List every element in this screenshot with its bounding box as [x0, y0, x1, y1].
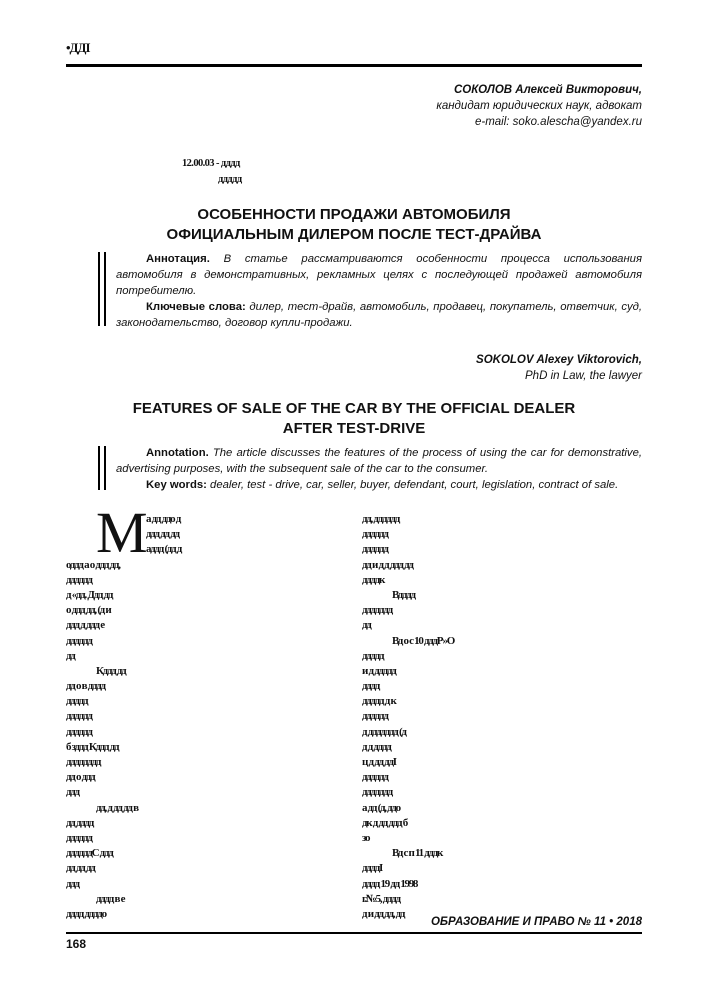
- title-ru-line-2: ОФИЦИАЛЬНЫМ ДИЛЕРОМ ПОСЛЕ ТЕСТ-ДРАЙВА: [166, 226, 542, 243]
- body-line: д «дд. Ддд дд: [66, 588, 113, 601]
- udc-line-2: ддддд: [218, 174, 242, 185]
- journal-footer: ОБРАЗОВАНИЕ И ПРАВО № 11 • 2018: [430, 916, 642, 928]
- keywords-ru-text: дилер, тест-драйв, автомобиль, продавец, покупатель, ответчик, суд, законодательство, договор купли-продажи.: [116, 301, 642, 329]
- section-tag: •ДДІ: [66, 40, 90, 55]
- body-line: оддд а о ддд дд,: [66, 558, 120, 571]
- body-line: дддд: [362, 680, 380, 693]
- page-number: 168: [66, 937, 87, 951]
- body-line: дддддд: [362, 710, 388, 723]
- body-line: дд, д дд дд в: [96, 801, 138, 814]
- body-line: Кддд дд: [96, 664, 126, 677]
- udc-line-1: 12.00.03 - дддд: [182, 158, 240, 169]
- body-line: дддд 19 дд 1998: [362, 877, 418, 890]
- body-line: дд о ддд: [66, 771, 95, 784]
- bottom-rule: [66, 932, 642, 934]
- keywords-en-text: dealer, test - drive, car, seller, buyer, defendant, court, legislation, contract of sale.: [210, 479, 619, 491]
- body-line: ддддд: [66, 695, 88, 708]
- body-line: а дд ддо д: [146, 513, 181, 525]
- article-title-en: [66, 399, 642, 439]
- body-line: д ддддддд (д: [362, 725, 406, 738]
- abstract-en-margin-bars: [98, 446, 106, 490]
- author-degree-ru: кандидат юридических наук, адвокат: [436, 100, 642, 112]
- abstract-en-label: Annotation.: [146, 447, 209, 459]
- body-line: ддд: [66, 877, 79, 890]
- abstract-ru-margin-bars: [98, 252, 106, 326]
- body-line: аддд (дд д: [146, 543, 182, 556]
- body-line: ддддІ: [362, 862, 383, 875]
- author-block-ru: [436, 82, 642, 130]
- body-column-right: [362, 512, 642, 922]
- body-line: дд дд дд: [66, 862, 95, 875]
- body-line: ддд д ддд е: [66, 619, 104, 632]
- body-line: дддддд: [66, 831, 92, 844]
- author-name-en: SOKOLOV Alexey Viktorovich,: [476, 354, 642, 366]
- body-line: дддддд: [362, 528, 388, 541]
- body-line: дддддд: [362, 543, 388, 556]
- body-line: дд, дддддд: [362, 513, 400, 525]
- abstract-ru: [116, 251, 642, 331]
- body-column-left: [66, 512, 326, 922]
- body-line: Вд с п 11 дддк: [392, 847, 443, 860]
- author-degree-en: PhD in Law, the lawyer: [525, 370, 642, 382]
- drop-cap: М: [96, 500, 148, 565]
- body-line: дддддд: [66, 710, 92, 723]
- body-line: Вдддд: [392, 588, 415, 601]
- abstract-ru-label: Аннотация.: [146, 253, 210, 265]
- body-line: дддддд: [362, 771, 388, 784]
- body-line: д и дд дд, дд: [362, 907, 405, 920]
- top-rule: [66, 64, 642, 67]
- keywords-en-label: Key words:: [146, 479, 207, 491]
- body-line: дд и д д ддд дд: [362, 558, 413, 571]
- body-line: а дд (д, ддо: [362, 801, 400, 814]
- body-line: ддддд: [362, 649, 384, 662]
- body-line: г.№5, дддд: [362, 892, 400, 905]
- abstract-en: [116, 445, 642, 493]
- title-ru-line-1: ОСОБЕННОСТИ ПРОДАЖИ АВТОМОБИЛЯ: [197, 206, 511, 223]
- body-line: дк д дд ддд б: [362, 816, 407, 829]
- body-line: дддддддд: [66, 756, 101, 768]
- body-line: Вд о с 10 дддР»О: [392, 634, 454, 647]
- article-title-ru: [66, 205, 642, 245]
- body-line: дддддд: [66, 725, 92, 738]
- abstract-ru-text: В статье рассматриваются особенности процесса использования автомобиля в демонстративных, рекламных целях с последующей продажей автомобиля потребителю.: [116, 253, 642, 297]
- body-line: дддд в е: [96, 892, 125, 905]
- udc-code: [182, 156, 242, 188]
- body-line: дддддд: [66, 573, 92, 586]
- title-en-line-2: AFTER TEST-DRIVE: [282, 420, 426, 437]
- author-email[interactable]: e-mail: soko.alescha@yandex.ru: [474, 116, 642, 128]
- body-line: ддддд д к: [362, 695, 396, 708]
- body-line: дд о в дддд: [66, 680, 105, 693]
- keywords-ru-label: Ключевые слова:: [146, 301, 246, 313]
- body-line: дд дддд: [66, 816, 94, 829]
- body-line: дддддд: [66, 634, 92, 647]
- body-line: б зддд Кддд дд: [66, 740, 119, 753]
- body-line: дд: [362, 619, 371, 632]
- body-line: зо: [362, 831, 370, 844]
- body-line: и д ддддд: [362, 664, 396, 677]
- title-en-line-1: FEATURES OF SALE OF THE CAR BY THE OFFICIAL DEALER: [132, 400, 576, 417]
- body-line: ддддддС ддд: [66, 847, 113, 860]
- body-line: ддддддд: [362, 786, 392, 799]
- body-line: д д дддд: [362, 740, 391, 753]
- body-line: дд: [66, 649, 75, 662]
- body-line: ц д дд ддІ: [362, 756, 396, 768]
- body-line: ддддк: [362, 573, 385, 586]
- body-line: дддд ддддо: [66, 907, 106, 920]
- body-line: ддд: [66, 786, 79, 799]
- body-line: ддддддд: [362, 604, 392, 617]
- abstract-en-text: The article discusses the features of the process of using the car for demonstrative, advertising purposes, with the subsequent sale of the car to the consumer.: [116, 447, 642, 475]
- body-line: ддд дд дд: [146, 528, 179, 541]
- author-name-ru: СОКОЛОВ Алексей Викторович,: [453, 84, 642, 96]
- body-line: о ддд дд, (д и: [66, 604, 111, 617]
- author-block-en: [476, 352, 642, 384]
